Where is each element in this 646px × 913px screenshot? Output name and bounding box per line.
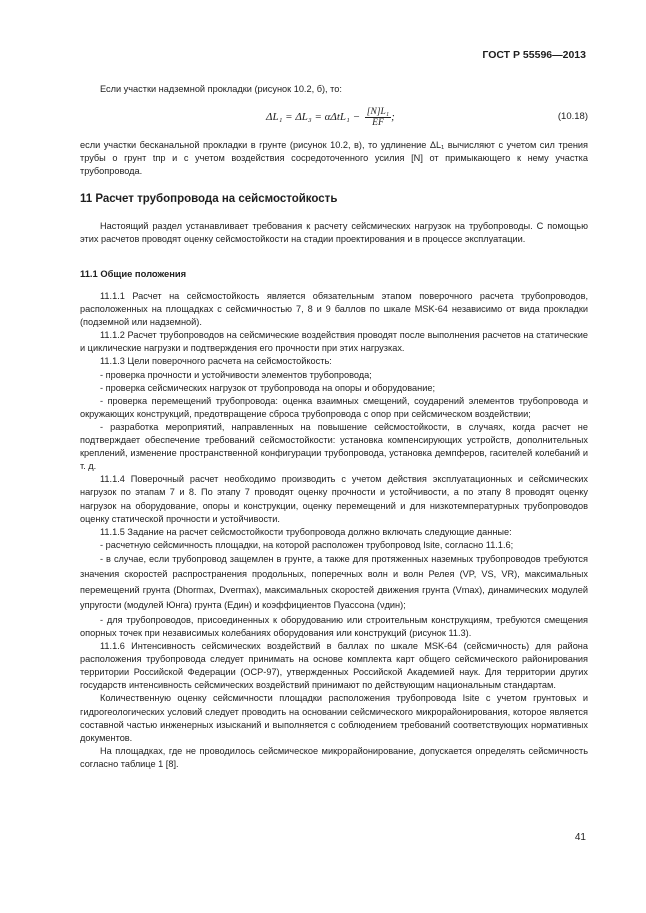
- paragraph: Количественную оценку сейсмичности площадки расположения трубопровода Isite с учетом грунтовых и гидрогеологических условий следует проводить на основании сейсмического микрорайонирования, которое является составной частью инженерных изысканий и выполняется с соблюдением требований соответствующих нормативных документов.: [80, 693, 588, 743]
- equation-lhs: ΔL₁ = ΔL₃ = αΔtL₁ −: [266, 111, 361, 124]
- list-item: - проверка перемещений трубопровода: оценка взаимных смещений, соударений элементов трубопровода и окружающих конструкций, предотвращение сброса трубопровода с опор при сейсмическом воздействии;: [80, 395, 588, 419]
- paragraph: На площадках, где не проводилось сейсмическое микрорайонирование, допускается определять сейсмичность согласно таблице 1 [8].: [80, 745, 588, 769]
- equation-number: (10.18): [557, 111, 588, 122]
- list-item: - расчетную сейсмичность площадки, на которой расположен трубопровод Isite, согласно 11.1.6;: [100, 539, 514, 550]
- section-11-intro: [80, 220, 588, 246]
- intro-text: Если участки надземной прокладки (рисунок 10.2, б), то:: [100, 84, 342, 94]
- paragraph: 11.1.4 Поверочный расчет необходимо производить с учетом действия эксплуатационных и сейсмических нагрузок по этапам 7 и 8. По этапу 7 проводят оценку прочности и устойчивости, а по этапу 8 проводят оценку нагрузок на оборудование, опоры и конструкции, оценку перемещений и для низкотемпературных трубопроводов оценку статической прочности и устойчивости.: [80, 474, 588, 524]
- equation-tail: ;: [391, 111, 395, 124]
- para-after-equation-text: если участки бесканальной прокладки в грунте (рисунок 10.2, в), то удлинение ΔL₁ вычисляют с учетом сил трения трубы о грунт tпр и с учетом воздействия сосредоточенного усилия [N] от примыкающего к нему участка трубопровода.: [80, 140, 588, 177]
- section-11-1-heading: 11.1 Общие положения: [80, 268, 187, 279]
- section-11-heading: 11 Расчет трубопровода на сейсмостойкость: [80, 193, 338, 205]
- list-item: - для трубопроводов, присоединенных к оборудованию или строительным конструкциям, требуются смещения опорных точек при независимых колебаниях оборудования или конструкций (рисунок 11.3).: [80, 614, 588, 638]
- paragraph: 11.1.2 Расчет трубопроводов на сейсмические воздействия проводят после выполнения расчетов на статические и циклические нагрузки и подтверждения его прочности при этих нагрузках.: [80, 330, 588, 354]
- paragraph: 11.1.3 Цели поверочного расчета на сейсмостойкость:: [100, 356, 332, 367]
- equation-10-18: [80, 107, 588, 133]
- section-11-1-body: [80, 290, 588, 771]
- list-item: - в случае, если трубопровод защемлен в грунте, а также для протяженных наземных трубопроводов требуются значения скоростей распространения продольных, поперечных волн и волн Релея (VP, VS, VR), максимальных перемещений грунта (Dhormax, Dvermax), максимальных скоростей движения грунта (Vmax), динамических модулей упругости (модулей Юнга) грунта (Eдин) и коэффициентов Пуассона (νдин);: [80, 553, 588, 611]
- section-11-intro-text: Настоящий раздел устанавливает требования к расчету сейсмических нагрузок на трубопроводы. С помощью этих расчетов проводят оценку сейсмостойкости на стадии проектирования и в процессе эксплуатации.: [80, 221, 588, 245]
- list-item: - проверка сейсмических нагрузок от трубопровода на опоры и оборудование;: [100, 382, 436, 393]
- para-after-equation: [80, 139, 588, 178]
- paragraph: 11.1.1 Расчет на сейсмостойкость является обязательным этапом поверочного расчета трубопроводов, расположенных на площадках с сейсмичностью 7, 8 и 9 баллов по шкале MSK-64 независимо от вида прокладки (подземной или надземной).: [80, 291, 588, 328]
- list-item: - разработка мероприятий, направленных на повышение сейсмостойкости, в случаях, когда расчет не подтверждает обеспечение требований сейсмостойкости: установка компенсирующих устройств, дополнительных креплений, изменение пространственной конфигурации трубопровода, установка демпферов, гасителей колебаний и т. д.: [80, 421, 588, 472]
- equation-numerator: [N]L₁: [366, 107, 390, 117]
- document-header: ГОСТ Р 55596—2013: [482, 49, 586, 61]
- intro-line: [80, 83, 588, 96]
- equation-fraction: [365, 107, 391, 128]
- list-item: - проверка прочности и устойчивости элементов трубопровода;: [100, 369, 372, 380]
- paragraph: 11.1.5 Задание на расчет сейсмостойкости трубопровода должно включать следующие данные:: [100, 526, 512, 537]
- equation-denominator: EF: [372, 118, 384, 128]
- paragraph: 11.1.6 Интенсивность сейсмических воздействий в баллах по шкале MSK-64 (сейсмичность) для района расположения трубопровода следует принимать на основе комплекта карт общего сейсмического районирования территории Российской Федерации (ОСР-97), утвержденных Российской Академией наук. Для территории других государств интенсивность сейсмических воздействий принимают по действующим национальным стандартам.: [80, 641, 588, 691]
- page-number: 41: [574, 832, 586, 843]
- equation-body: [266, 107, 395, 128]
